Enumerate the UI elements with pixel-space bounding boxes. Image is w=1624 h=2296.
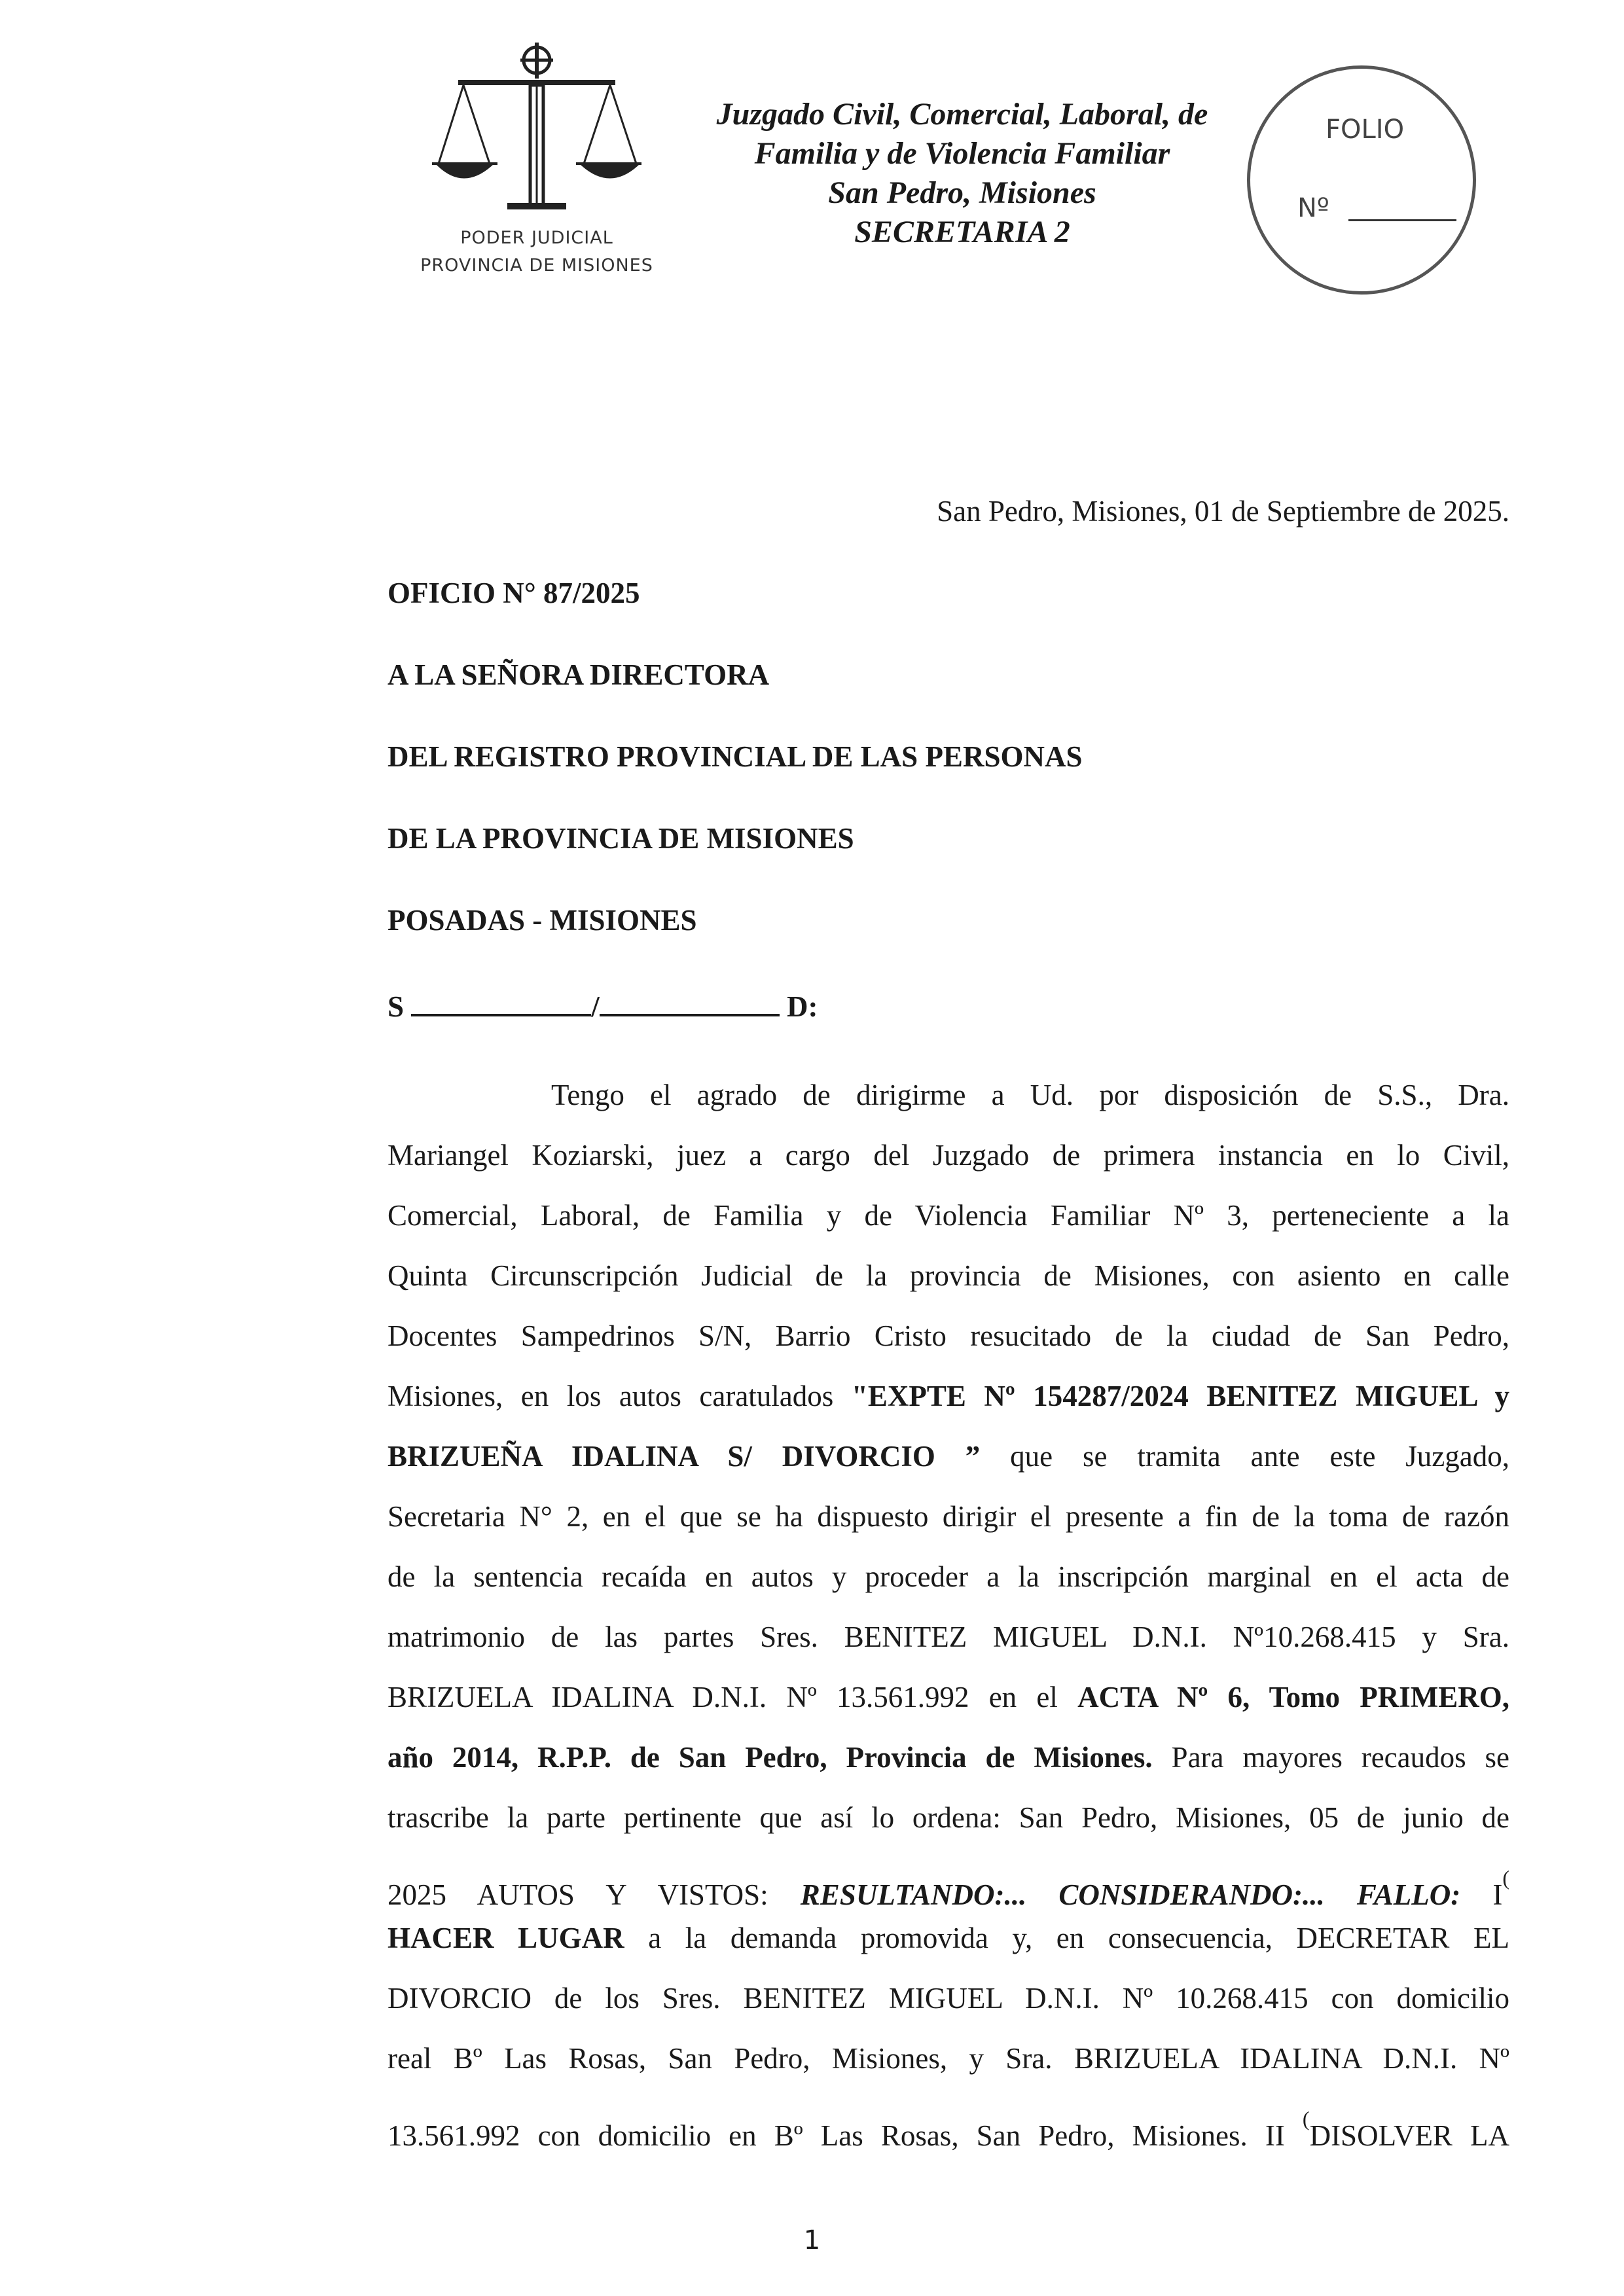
date-line: San Pedro, Misiones, 01 de Septiembre de 2025.	[937, 495, 1509, 528]
body-text: 2025 AUTOS Y VISTOS:	[388, 1878, 768, 1911]
body-text: Misiones, en los autos caratulados	[388, 1380, 834, 1412]
body-line: de la sentencia recaída en autos y proceder a la inscripción marginal en el acta de	[388, 1560, 1509, 1593]
court-line-4: SECRETARIA 2	[854, 215, 1070, 249]
addressee-line-4: POSADAS - MISIONES	[388, 904, 697, 937]
court-line-3: San Pedro, Misiones	[828, 175, 1096, 210]
body-line: Mariangel Koziarski, juez a cargo del Juzgado de primera instancia en lo Civil,	[388, 1139, 1509, 1172]
folio-blank-line	[1348, 219, 1456, 221]
body-line: Comercial, Laboral, de Familia y de Violencia Familiar Nº 3, perteneciente a la	[388, 1199, 1509, 1232]
page-number: 1	[803, 2225, 821, 2255]
d-label: D:	[787, 990, 818, 1023]
scales-of-justice-icon	[432, 39, 641, 216]
paren-mark: (	[1302, 2107, 1310, 2130]
salutation-sd	[388, 985, 818, 1024]
acta-reference-cont: año 2014, R.P.P. de San Pedro, Provincia de Misiones.	[388, 1741, 1153, 1774]
body-line	[388, 1848, 1510, 1911]
addressee-line-2: DEL REGISTRO PROVINCIAL DE LAS PERSONAS	[388, 740, 1083, 773]
body-line: matrimonio de las partes Sres. BENITEZ MIGUEL D.N.I. Nº10.268.415 y Sra.	[388, 1621, 1509, 1653]
logo-line-2: PROVINCIA DE MISIONES	[420, 255, 653, 276]
court-line-1: Juzgado Civil, Comercial, Laboral, de	[716, 97, 1208, 132]
body-text: 13.561.992 con domicilio en Bº Las Rosas, San Pedro, Misiones. II	[388, 2119, 1285, 2152]
body-line: Secretaria N° 2, en el que se ha dispuesto dirigir el presente a fin de la toma de razón	[388, 1500, 1509, 1533]
body-text: a la demanda promovida y, en consecuencia, DECRETAR EL	[648, 1922, 1509, 1954]
folio-stamp	[1247, 65, 1476, 295]
court-name	[668, 95, 1257, 252]
body-line	[388, 1426, 1509, 1486]
body-text: que se tramita ante este Juzgado,	[1010, 1440, 1509, 1473]
court-line-2: Familia y de Violencia Familiar	[754, 136, 1170, 171]
roman-one: I	[1492, 1878, 1503, 1911]
body-line	[388, 1727, 1509, 1787]
d-underline	[600, 985, 780, 1016]
addressee-line-3: DE LA PROVINCIA DE MISIONES	[388, 822, 854, 855]
body-line: real Bº Las Rosas, San Pedro, Misiones, y Sra. BRIZUELA IDALINA D.N.I. Nº	[388, 2042, 1509, 2075]
body-line: Tengo el agrado de dirigirme a Ud. por disposición de S.S., Dra.	[551, 1079, 1509, 1111]
acta-reference: ACTA Nº 6, Tomo PRIMERO,	[1077, 1681, 1510, 1713]
body-text: DISOLVER LA	[1309, 2119, 1510, 2152]
body-line: DIVORCIO de los Sres. BENITEZ MIGUEL D.N.I. Nº 10.268.415 con domicilio	[388, 1982, 1509, 2015]
body-line: Docentes Sampedrinos S/N, Barrio Cristo resucitado de la ciudad de San Pedro,	[388, 1319, 1509, 1352]
s-label: S	[388, 990, 405, 1023]
paren-mark: (	[1502, 1866, 1510, 1890]
body-text: Para mayores recaudos se	[1171, 1741, 1509, 1774]
body-text: BRIZUELA IDALINA D.N.I. Nº 13.561.992 en el	[388, 1681, 1058, 1713]
body-line	[388, 1366, 1509, 1426]
court-logo	[403, 39, 671, 288]
folio-label: FOLIO	[1326, 115, 1405, 145]
addressee-line-1: A LA SEÑORA DIRECTORA	[388, 658, 770, 691]
body-line	[388, 1908, 1509, 1968]
body-line: Quinta Circunscripción Judicial de la provincia de Misiones, con asiento en calle	[388, 1259, 1509, 1292]
case-title: "EXPTE Nº 154287/2024 BENITEZ MIGUEL y	[851, 1380, 1510, 1412]
folio-number-label: Nº	[1297, 193, 1329, 223]
body-line: trascribe la parte pertinente que así lo ordena: San Pedro, Misiones, 05 de junio de	[388, 1801, 1509, 1834]
slash: /	[591, 990, 600, 1023]
ruling-headings: RESULTANDO:... CONSIDERANDO:... FALLO:	[800, 1878, 1461, 1911]
body-line	[388, 2089, 1510, 2152]
case-title-cont: BRIZUEÑA IDALINA S/ DIVORCIO ”	[388, 1440, 981, 1473]
s-underline	[411, 985, 591, 1016]
ruling-hacer-lugar: HACER LUGAR	[388, 1922, 624, 1954]
body-line	[388, 1667, 1509, 1727]
logo-line-1: PODER JUDICIAL	[460, 228, 613, 248]
body-paragraph	[388, 1065, 1510, 2152]
oficio-number: OFICIO N° 87/2025	[388, 577, 640, 609]
